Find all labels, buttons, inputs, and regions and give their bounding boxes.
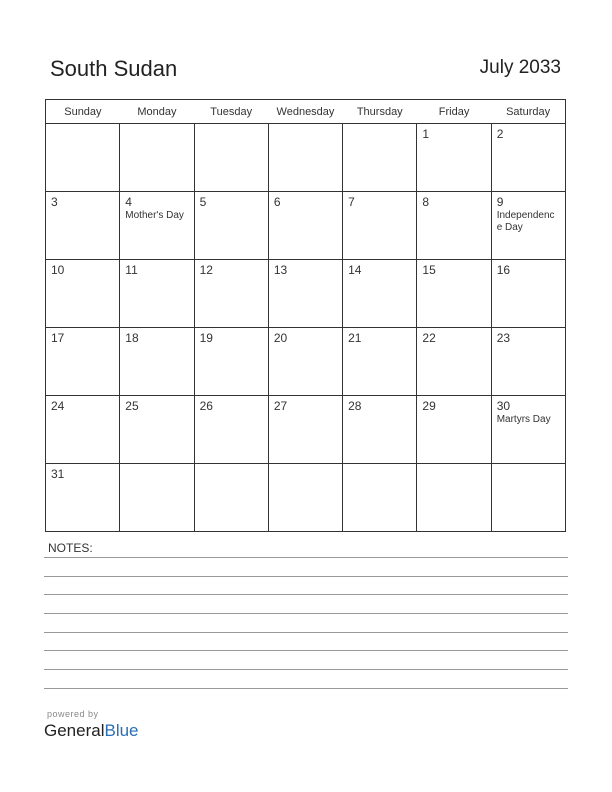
day-cell [194, 192, 268, 260]
day-number: 14 [348, 263, 362, 277]
day-number: 3 [51, 195, 58, 209]
country-title: South Sudan [50, 56, 178, 81]
day-cell [120, 328, 194, 396]
week-row [46, 464, 566, 532]
day-cell [46, 192, 120, 260]
week-row [46, 124, 566, 192]
day-number: 30 [496, 399, 511, 413]
day-number: 8 [422, 195, 430, 209]
day-cell [194, 328, 268, 396]
day-cell [120, 124, 194, 192]
holiday-label: Martyrs Day [496, 414, 551, 425]
calendar-grid [45, 99, 566, 532]
day-cell [417, 328, 491, 396]
day-number: 25 [125, 399, 139, 413]
day-cell [120, 396, 194, 464]
day-cell [120, 464, 194, 532]
day-number: 10 [51, 263, 65, 277]
day-cell [268, 396, 342, 464]
weekday-header: Tuesday [194, 100, 268, 124]
brand-logo[interactable] [44, 721, 139, 741]
weekday-header: Saturday [491, 100, 565, 124]
day-cell [268, 124, 342, 192]
day-number: 15 [422, 263, 436, 277]
day-number: 16 [496, 263, 511, 277]
day-number: 31 [51, 467, 65, 481]
weekday-header: Sunday [46, 100, 120, 124]
brand-blue: Blue [104, 721, 139, 740]
day-cell [268, 260, 342, 328]
day-cell [46, 124, 120, 192]
week-row [46, 260, 566, 328]
day-cell [417, 260, 491, 328]
day-number: 5 [199, 195, 207, 209]
day-number: 28 [348, 399, 362, 413]
day-number: 17 [51, 331, 65, 345]
day-cell [46, 328, 120, 396]
day-cell [194, 260, 268, 328]
day-cell [417, 124, 491, 192]
day-cell [417, 192, 491, 260]
notes-label: NOTES: [48, 541, 93, 555]
holiday-label: Independence Day [496, 210, 555, 233]
note-line [44, 557, 568, 558]
note-line [44, 632, 568, 633]
day-cell [343, 328, 417, 396]
weekday-header: Monday [120, 100, 194, 124]
day-cell [46, 396, 120, 464]
day-number: 9 [496, 195, 504, 209]
week-row [46, 396, 566, 464]
day-cell [46, 260, 120, 328]
day-cell [417, 396, 491, 464]
day-cell [343, 124, 417, 192]
day-number: 24 [51, 399, 65, 413]
day-number: 23 [496, 331, 511, 345]
day-number: 21 [348, 331, 362, 345]
day-cell [491, 328, 565, 396]
day-cell [491, 124, 565, 192]
day-number: 1 [422, 127, 430, 141]
day-number: 2 [496, 127, 504, 141]
day-cell [343, 464, 417, 532]
day-cell [194, 464, 268, 532]
day-cell [268, 464, 342, 532]
day-cell [491, 260, 565, 328]
month-year-title: July 2033 [479, 57, 561, 78]
day-cell [491, 464, 565, 532]
day-cell [120, 192, 194, 260]
day-cell [46, 464, 120, 532]
weekday-header: Wednesday [268, 100, 342, 124]
day-number: 4 [125, 195, 132, 209]
day-cell [491, 192, 565, 260]
note-line [44, 669, 568, 670]
powered-by-text: powered by [47, 709, 99, 719]
note-line [44, 576, 568, 577]
day-cell [120, 260, 194, 328]
day-cell [417, 464, 491, 532]
day-number: 7 [348, 195, 355, 209]
note-line [44, 613, 568, 614]
day-number: 27 [273, 399, 288, 413]
day-number: 29 [422, 399, 436, 413]
note-line [44, 594, 568, 595]
week-row [46, 192, 566, 260]
weekday-header: Thursday [343, 100, 417, 124]
day-number: 26 [199, 399, 213, 413]
day-cell [194, 396, 268, 464]
day-cell [343, 192, 417, 260]
day-number: 13 [273, 263, 288, 277]
holiday-label: Mother's Day [125, 210, 184, 221]
day-cell [268, 328, 342, 396]
day-number: 22 [422, 331, 436, 345]
day-cell [194, 124, 268, 192]
day-number: 20 [273, 331, 288, 345]
note-line [44, 650, 568, 651]
day-number: 11 [125, 263, 138, 277]
day-number: 12 [199, 263, 213, 277]
day-number: 18 [125, 331, 139, 345]
weekday-header: Friday [417, 100, 491, 124]
day-cell [491, 396, 565, 464]
note-line [44, 688, 568, 689]
weekday-header-row [46, 100, 566, 124]
day-number: 6 [273, 195, 281, 209]
day-cell [343, 260, 417, 328]
day-cell [268, 192, 342, 260]
day-number: 19 [199, 331, 213, 345]
week-row [46, 328, 566, 396]
brand-general: General [44, 721, 105, 740]
day-cell [343, 396, 417, 464]
